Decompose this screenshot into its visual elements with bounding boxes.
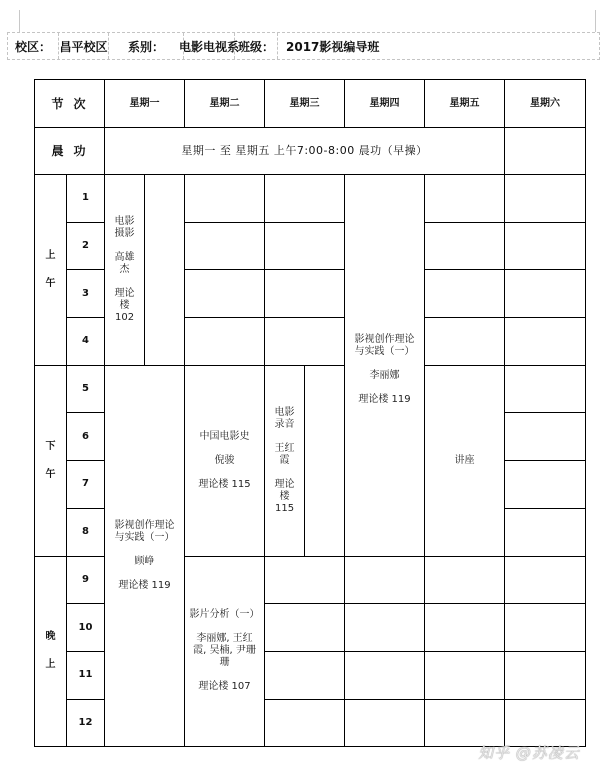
morning-exercise-row (35, 128, 586, 175)
empty-cell (265, 556, 345, 604)
course-cell-mon-pm: 影视创作理论 与实践（一） 顾峥 理论楼 119 (105, 365, 185, 747)
empty-cell (425, 175, 505, 223)
slot-number: 3 (67, 270, 105, 318)
empty-cell (305, 365, 345, 556)
empty-cell (505, 318, 586, 366)
campus-label: 校区： (8, 33, 59, 59)
slot-number: 1 (67, 175, 105, 223)
empty-cell (505, 461, 586, 509)
period-header: 节次 (35, 80, 105, 128)
slot-number: 7 (67, 461, 105, 509)
header-row (35, 80, 586, 128)
empty-cell (265, 651, 345, 699)
period-label-morning: 上 午 (35, 175, 67, 366)
empty-cell (145, 175, 185, 366)
empty-cell (265, 175, 345, 223)
slot-number: 12 (67, 699, 105, 747)
empty-cell (505, 556, 586, 604)
course-cell-tue-pm: 中国电影史 倪骏 理论楼 115 (185, 365, 265, 556)
empty-cell (425, 651, 505, 699)
empty-cell (345, 699, 425, 747)
empty-cell (185, 318, 265, 366)
empty-cell (425, 270, 505, 318)
day-header-sat: 星期六 (505, 80, 586, 128)
course-cell-thu: 影视创作理论 与实践（一） 李丽娜 理论楼 119 (345, 175, 425, 557)
empty-cell (425, 699, 505, 747)
empty-cell (505, 508, 586, 556)
course-cell-mon-am: 电影 摄影 高雄 杰 理论 楼 102 (105, 175, 145, 366)
empty-cell (505, 365, 586, 413)
empty-cell (265, 270, 345, 318)
empty-cell (505, 128, 586, 175)
day-header-tue: 星期二 (185, 80, 265, 128)
slot-number: 4 (67, 318, 105, 366)
slot-row-1 (35, 175, 586, 223)
empty-cell (425, 556, 505, 604)
empty-cell (265, 604, 345, 652)
course-cell-wed-pm: 电影 录音 王红 霞 理论 楼 115 (265, 365, 305, 556)
empty-cell (185, 222, 265, 270)
empty-cell (185, 270, 265, 318)
class-label: 班级： (235, 33, 278, 59)
class-info-bar (7, 32, 600, 60)
course-cell-fri-pm: 讲座 (425, 365, 505, 556)
empty-cell (425, 222, 505, 270)
empty-cell (425, 318, 505, 366)
empty-cell (265, 318, 345, 366)
empty-cell (505, 413, 586, 461)
empty-cell (345, 556, 425, 604)
day-header-mon: 星期一 (105, 80, 185, 128)
course-schedule-table (34, 79, 586, 747)
empty-cell (265, 222, 345, 270)
page-margin-mark-left (19, 10, 20, 32)
slot-number: 5 (67, 365, 105, 413)
watermark: 知乎 @苏凌云 (478, 744, 580, 762)
day-header-wed: 星期三 (265, 80, 345, 128)
day-header-thu: 星期四 (345, 80, 425, 128)
page-margin-mark-right (595, 10, 596, 32)
empty-cell (505, 604, 586, 652)
department-label: 系别： (109, 33, 184, 59)
morning-exercise-content: 星期一 至 星期五 上午7:00-8:00 晨功（早操） (105, 128, 505, 175)
course-cell-tue-eve: 影片分析（一） 李丽娜, 王红 霞, 吴楠, 尹珊 珊 理论楼 107 (185, 556, 265, 747)
slot-number: 8 (67, 508, 105, 556)
day-header-fri: 星期五 (425, 80, 505, 128)
slot-number: 2 (67, 222, 105, 270)
empty-cell (505, 699, 586, 747)
slot-row-5 (35, 365, 586, 413)
period-label-afternoon: 下 午 (35, 365, 67, 556)
empty-cell (505, 222, 586, 270)
empty-cell (505, 270, 586, 318)
empty-cell (425, 604, 505, 652)
slot-number: 6 (67, 413, 105, 461)
morning-exercise-label: 晨功 (35, 128, 105, 175)
empty-cell (185, 175, 265, 223)
empty-cell (265, 699, 345, 747)
empty-cell (505, 175, 586, 223)
department-value: 电影电视系 (184, 33, 235, 59)
empty-cell (505, 651, 586, 699)
empty-cell (345, 651, 425, 699)
empty-cell (345, 604, 425, 652)
campus-value: 昌平校区 (59, 33, 109, 59)
period-label-evening: 晚 上 (35, 556, 67, 747)
slot-number: 10 (67, 604, 105, 652)
slot-number: 9 (67, 556, 105, 604)
class-value: 2017影视编导班 (286, 39, 380, 54)
slot-number: 11 (67, 651, 105, 699)
